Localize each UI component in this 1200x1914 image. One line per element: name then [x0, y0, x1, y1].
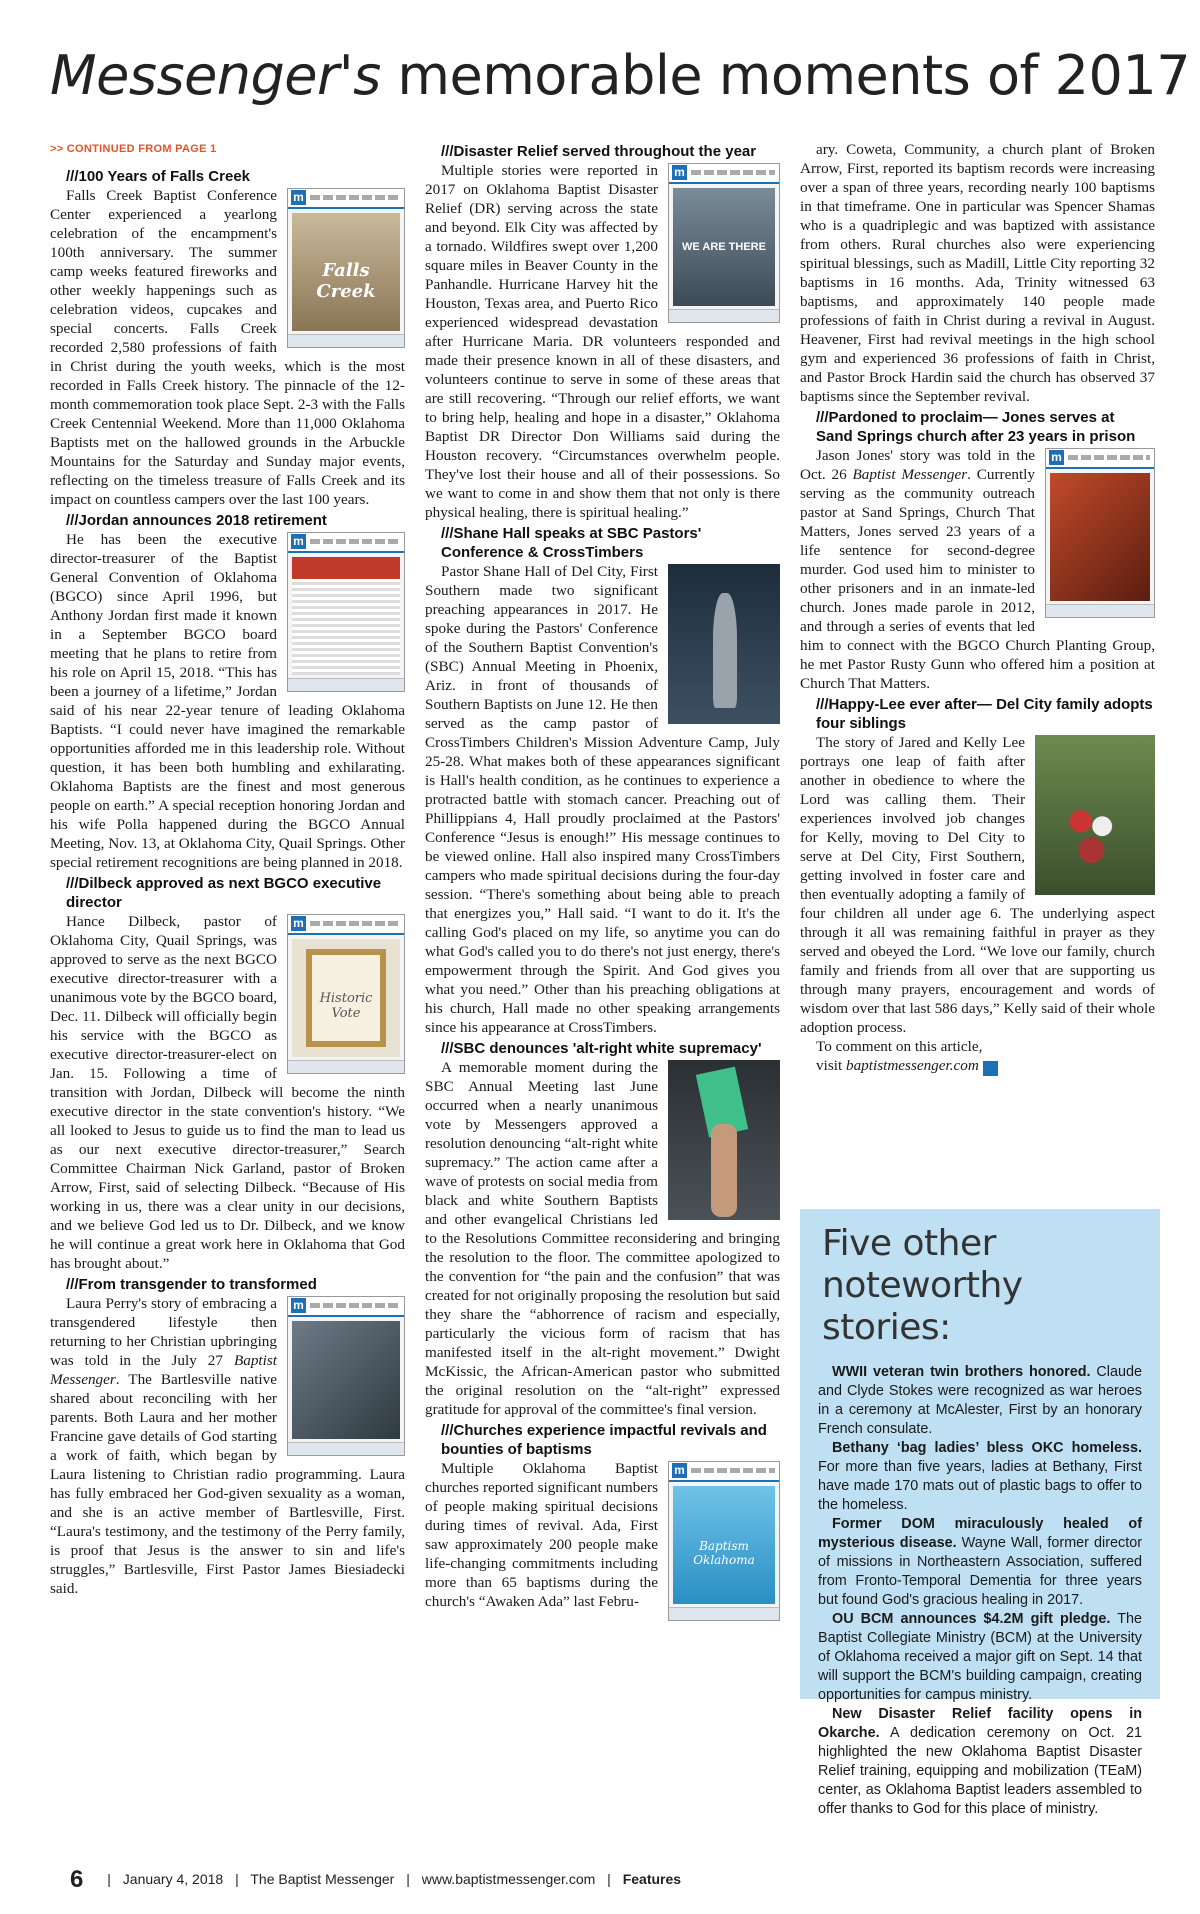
- masthead-m-icon: [669, 164, 779, 184]
- perry-cover-thumbnail: [287, 1296, 405, 1456]
- story-heading-jordan: ///Jordan announces 2018 retirement: [66, 512, 327, 529]
- story-heading-revivals: ///Churches experience impactful revivals and bounties of baptisms: [441, 1422, 767, 1458]
- story-text-jones: Jason Jones' story was told in the Oct. 26 Baptist Messenger. Currently serving as the community outreach pastor at Sand Springs, Church That Matters, Jones served 23 years of a life sentence for second-degree murder. God used him to minister to other prisoners and in an inmate-led church. Jones made parole in 2012, and through a series of events that led him to connect with the BGCO Church Planting Group, he met Pastor Rusty Gunn who offered him a position at Church That Matters.: [800, 447, 1155, 692]
- masthead-m-icon: [1046, 449, 1154, 469]
- story-text-jordan: He has been the executive director-treasurer of the Baptist General Convention of Oklahoma (BGCO) since April 1996, but Anthony Jordan first made it known in a September BGCO board meeting that he plans to retire from his role on April 15, 2018. “This has been a journey of a lifetime,” Jordan said of his near 22-year tenure of leading Oklahoma Baptists. “I could never have imagined the remarkable opportunities afforded me in this leadership role. Without question, it has been both humbling and exhilarating. Oklahoma Baptists are the finest and most generous people on earth.” A special reception honoring Jordan and his wife Polla happened during the BGCO Annual Meeting, Nov. 13, at Oklahoma City, Quail Springs. Other special retirement recognitions are being planned in 2018.: [50, 531, 405, 871]
- revival-cover-thumbnail: [668, 1461, 780, 1621]
- story-heading-lee-family: ///Happy-Lee ever after— Del City family adopts four siblings: [816, 696, 1153, 732]
- page-headline: [50, 40, 1191, 112]
- comment-link[interactable]: baptistmessenger.com: [845, 1057, 979, 1074]
- story-text-alt-right: A memorable moment during the SBC Annual Meeting last June occurred when a nearly unanimous vote by Messengers approved a resolution denouncing “alt-right white supremacy.” The action came after a wave of protests on social media from black and white Southern Baptists and other evangelical Christians led to the Resolutions Committee reconsidering and bringing the resolution to the floor. The committee apologized to the convention for “the pain and the confusion” that was created for not originally proposing the resolution but said they share the “abhorrence of racism and especially, particularly the vicious form of racism that has manifested itself in the alt-right movement.” Dwight McKissic, the African-American pastor who submitted the original resolution on the “alt-right” expressed gratitude for approval of the committee's final version.: [425, 1059, 780, 1418]
- masthead-m-icon: [288, 189, 404, 209]
- sidebar-item: Bethany ‘bag ladies’ bless OKC homeless. For more than five years, ladies at Bethany, First have made 170 mats out of plastic bags to offer to the homeless.: [818, 1440, 1142, 1513]
- shane-hall-photo: [668, 564, 780, 724]
- story-heading-shane-hall: ///Shane Hall speaks at SBC Pastors' Conference & CrossTimbers: [441, 525, 702, 561]
- dilbeck-cover-thumbnail: [287, 914, 405, 1074]
- sidebar-item: WWII veteran twin brothers honored. Claude and Clyde Stokes were recognized as war heroes in a ceremony at McAlester, First by an honorary French consulate.: [818, 1364, 1142, 1437]
- story-heading-disaster-relief: ///Disaster Relief served throughout the year: [441, 143, 757, 160]
- jordan-cover-thumbnail: [287, 532, 405, 692]
- masthead-m-icon: [288, 915, 404, 935]
- sidebar-item: Former DOM miraculously healed of mysterious disease. Wayne Wall, former director of missions in Northeastern Association, suffered from Fronto-Temporal Dementia for three years but found God's gracious healing in 2017.: [818, 1516, 1142, 1608]
- column-2: [425, 140, 780, 1625]
- comment-link-line: visit baptistmessenger.com m: [816, 1057, 1010, 1075]
- ballot-vote-photo: [668, 1060, 780, 1220]
- sidebar-item: OU BCM announces $4.2M gift pledge. The Baptist Collegiate Ministry (BCM) at the University of Oklahoma received a major gift on Sept. 14 that will support the BCM's building campaign, creating opportunities for campus ministry.: [818, 1611, 1142, 1703]
- story-text-revivals: Multiple Oklahoma Baptist churches reported significant numbers of people making spiritual decisions during times of revival. Ada, First saw approximately 200 people make life-changing commitments including more than 65 baptisms during the church's “Awaken Ada” last Febru-: [425, 1460, 658, 1610]
- disaster-relief-cover-thumbnail: [668, 163, 780, 323]
- footer-url[interactable]: www.baptistmessenger.com: [421, 1871, 596, 1887]
- noteworthy-stories-sidebar: [800, 1209, 1160, 1817]
- page-footer: 6 | January 4, 2018 | The Baptist Messenger | www.baptistmessenger.com | Features: [70, 1866, 682, 1893]
- masthead-m-icon: [288, 533, 404, 553]
- headline-italic: Messenger's: [50, 44, 381, 107]
- falls-creek-cover-thumbnail: [287, 188, 405, 348]
- footer-publication: The Baptist Messenger: [250, 1871, 395, 1887]
- continued-from-page[interactable]: >> CONTINUED FROM PAGE 1: [50, 143, 217, 155]
- footer-section: Features: [622, 1871, 682, 1887]
- column-3: [800, 140, 1155, 1076]
- masthead-m-icon: [288, 1297, 404, 1317]
- comment-prompt: To comment on this article,: [816, 1038, 983, 1055]
- story-text-shane-hall: Pastor Shane Hall of Del City, First Southern made two significant preaching appearances in 2017. He spoke during the Pastors' Conference of the Southern Baptist Convention's (SBC) Annual Meeting in Phoenix, Ariz. in front of thousands of Southern Baptists on June 12. He then served as the camp pastor of CrossTimbers Children's Mission Adventure Camp, July 25-28. What makes both of these appearances significant is Hall's health condition, as he continues to experience a protracted battle with stomach cancer. Preaching out of Phillippians 4, Hall proudly proclaimed at the Pastors' Conference “Jesus is enough!” His message continues to be viewed online. Hall also inspired many CrossTimbers campers who made spiritual decisions during the four-day session. “There's something about being able to preach that energizes you,” Hall said. “I want to do it. It's the calling God's placed on my life, so anytime you can do what God's called you to do there's not just energy, there's empowerment through the Spirit. And God gives you what you need.” Other than his preaching obligations at his church, Hall made no other speaking arrangements since his appearance at CrossTimbers.: [425, 563, 780, 1036]
- story-text-transgender: Laura Perry's story of embracing a transgendered lifestyle then returning to her Christian upbringing was told in the July 27 Baptist Messenger. The Bartlesville native shared about reconciling with her parents. Both Laura and her mother Francine gave details of God starting a work of faith, which began by Laura listening to Christian radio programming. Laura has fully embraced her God-given sexuality as a woman, and she is an active member of Bartlesville, First. “Laura's testimony, and the testimony of the Perry family, is proof that Jesus is the answer to sin and life's struggles,” Bartlesville, First Pastor James Biesiadecki said.: [50, 1295, 405, 1597]
- story-text-lee-family: The story of Jared and Kelly Lee portrays one leap of faith after another in obedience to where the Lord was calling them. Their experiences involved job changes for Kelly, moving to Del City to serve at Del City, First Southern, getting involved in foster care and then eventually adopting a family of four children all under age 6. The underlying aspect through it all was remaining faithful in prayer as they served and obeyed the Lord. “We love our family, church family and friends from all over that are supporting us through many prayers, encouragement and words of wisdom over that last 586 days,” Kelly said of their whole adoption process.: [800, 734, 1155, 1036]
- headline-rest: memorable moments of 2017: [380, 44, 1191, 107]
- story-heading-falls-creek: ///100 Years of Falls Creek: [66, 168, 251, 185]
- sidebar-item: New Disaster Relief facility opens in Okarche. A dedication ceremony on Oct. 21 highlighted the new Oklahoma Baptist Disaster Relief training, equipping and mobilization (TEaM) center, as Oklahoma Baptist leaders assembled to offer thanks to God for this place of ministry.: [818, 1706, 1142, 1817]
- lee-family-photo: [1035, 735, 1155, 895]
- story-text-falls-creek: Falls Creek Baptist Conference Center experienced a yearlong celebration of the encampment's 100th anniversary. The summer camp weeks featured fireworks and other weekly happenings such as celebration videos, cupcakes and special concerts. Falls Creek recorded 2,580 professions of faith in Christ during the youth weeks, which is the most recorded in Falls Creek history. The pinnacle of the 12-month commemoration took place Sept. 2-3 with the Falls Creek Centennial Weekend. More than 11,000 Oklahoma Baptists met on the hallowed grounds in the Arbuckle Mountains for the Saturday and Sunday major events, reflecting on the timeless treasure of Falls Creek and its impact on countless campers over the last 100 years.: [50, 187, 405, 508]
- footer-date: January 4, 2018: [122, 1871, 224, 1887]
- story-text-dilbeck: Hance Dilbeck, pastor of Oklahoma City, Quail Springs, was approved to serve as the next BGCO executive director-treasurer with a unanimous vote by the BGCO board, Dec. 11. Dilbeck will officially begin his service with the BGCO as executive director-treasurer-elect on Jan. 15. Following a time of transition with Jordan, Dilbeck will become the ninth executive director in the state convention's history. “We all looked to Jesus to guide us to find the man to lead us as our next executive director-treasurer,” Search Committee Chairman Nick Garland, pastor of Broken Arrow, First, said of selecting Dilbeck. “Because of His working in us, there was a clear unity in our decisions, and we believe God led us to Dr. Dilbeck, and we know he will continue a great work here in Oklahoma that God has brought about.”: [50, 913, 405, 1272]
- story-heading-dilbeck: ///Dilbeck approved as next BGCO executive director: [66, 875, 382, 911]
- story-heading-transgender: ///From transgender to transformed: [66, 1276, 317, 1293]
- jones-cover-thumbnail: [1045, 448, 1155, 618]
- story-text-revivals-continued: ary. Coweta, Community, a church plant of Broken Arrow, First, reported its baptism records were increasing over a span of three years, recording nearly 100 baptisms in that timeframe. One in particular was Spencer Shamas who is a quadriplegic and was baptized with assistance from others. Rural churches also were experiencing spiritual blessings, such as Madill, Little City reporting 32 baptisms in 16 months. Ada, Trinity witnessed 63 baptisms, and approximately 140 people made professions of faith in Christ during a revival in August. Heavener, First had revival meetings in the high school gym and experienced 36 professions of faith in Christ, and Pastor Brock Hardin said the church has observed 37 baptisms since the September revival.: [800, 141, 1155, 405]
- end-mark-m-icon: m: [983, 1061, 998, 1076]
- column-1: [50, 140, 405, 1598]
- story-text-disaster-relief: Multiple stories were reported in 2017 on Oklahoma Baptist Disaster Relief (DR) serving across the state and beyond. Elk City was affected by a tornado. Wildfires swept over 1,200 square miles in Beaver County in the Panhandle. Hurricane Harvey hit the Houston, Texas area, and Puerto Rico experienced widespread devastation after Hurricane Maria. DR volunteers responded and made their presence known in all of these disasters, and volunteers continue to serve in some of these areas that are still recovering. “Through our relief efforts, we want to bring help, healing and hope in a disaster,” Oklahoma Baptist DR Director Don Williams said during the Houston recovery. “Circumstances overwhelm people. They've lost their house and all of their possessions. So we want to come in and show them that not only is there physical healing, there is spiritual healing.”: [425, 162, 780, 521]
- story-heading-alt-right: ///SBC denounces 'alt-right white supremacy': [441, 1040, 762, 1057]
- story-heading-jones: ///Pardoned to proclaim— Jones serves at Sand Springs church after 23 years in prison: [816, 409, 1136, 445]
- page-number: 6: [70, 1866, 84, 1893]
- masthead-m-icon: [669, 1462, 779, 1482]
- sidebar-title: Five other noteworthy stories:: [822, 1223, 1023, 1348]
